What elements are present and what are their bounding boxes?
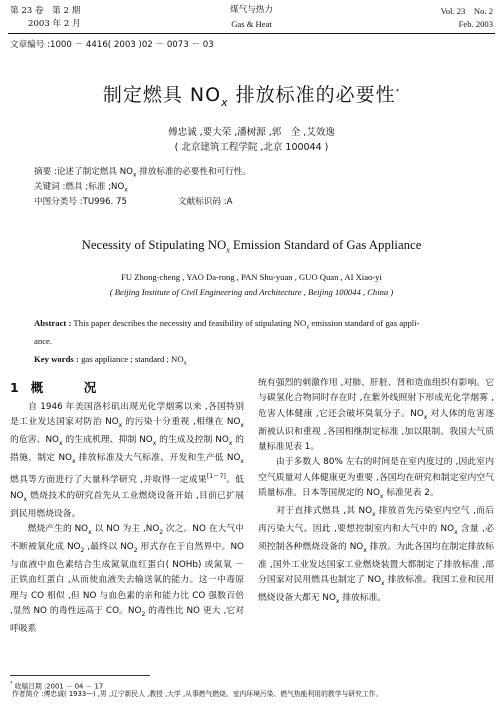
clc-number: 中图分类号 :TU996. 75 (34, 197, 127, 207)
left-sub: 2 (80, 546, 85, 554)
left-sub: x (228, 440, 233, 448)
section-1-heading (10, 378, 110, 396)
section-1-title: 概 况 (30, 380, 111, 395)
keywords-cn-sub: x (124, 186, 128, 194)
section-1-number: 1 (10, 380, 19, 395)
title-sub: x (221, 95, 229, 109)
header-rule (8, 33, 495, 34)
english-keywords-label: Key words : (34, 354, 79, 364)
right-paragraph-2 (258, 455, 494, 504)
header-volume-cn: 第 23 卷 第 2 期 (10, 6, 81, 16)
left-sub: x (71, 458, 76, 466)
right-text: 标准见表 2。 (383, 487, 439, 498)
left-sub: x (152, 440, 157, 448)
footnote-rule (10, 675, 150, 676)
english-affiliation: ( Beijing Institute of Civil Engineering and Architecture , Beijing 100044 , China ) (109, 287, 394, 297)
authors: 傅忠诚 ,要大荣 ,潘树源 ,郭 全 ,艾效逸 (168, 127, 335, 138)
english-keywords-text: gas appliance ; standard ; NO (78, 354, 184, 364)
affiliation: ( 北京建筑工程学院 ,北京 100044 ) (174, 142, 329, 153)
left-text: 的污染十分重视 ,相继在 NO (122, 417, 241, 428)
keywords-cn-label: 关键词 : (34, 182, 66, 192)
right-text: 对人体的危害逐渐被认识和重视 ,各国相继制定标准 ,加以限制。我国大气质量标准见表 1。 (258, 408, 494, 452)
english-title-post: Emission Standard of Gas Appliance (229, 238, 422, 252)
left-text: 燃具等方面进行了大量科学研究 ,并取得一定成果 (10, 475, 207, 486)
abstract-cn-sub: x (132, 171, 137, 179)
left-sub: 2 (141, 610, 146, 618)
right-column (258, 376, 494, 609)
right-sub: x (454, 528, 458, 536)
header-date-en: Feb. 2003 (458, 19, 493, 29)
english-abstract-sub: x (306, 324, 310, 331)
right-sub: x (335, 598, 340, 606)
footnote-bio: 作者简介 :傅忠诚( 1933—) ,男 ,辽宁新民人 ,教授 ,大学 ,从事燃气燃烧、室内环境污染、燃气热能利用的教学与研究工作。 (12, 690, 383, 698)
footnote-mark: * (10, 681, 13, 687)
left-text: ,最终以 NO (84, 542, 134, 553)
right-sub: x (363, 546, 367, 554)
right-paragraph-1 (258, 376, 494, 455)
left-text: 。低 NO (10, 475, 244, 501)
left-paragraph-1 (10, 400, 244, 522)
abstract-cn-text: 论述了制定燃具 NO (56, 167, 133, 177)
right-text: 由于多数人 80% 左右的时间是在室内度过的 ,因此室内空气质量对人体健康更为重要 ,各国均在研究和制定室内空气质量标准。日本等国规定的 NO (258, 457, 494, 498)
article-number: 文章编号 :1000 － 4416( 2003 )02 － 0073 － 03 (10, 40, 214, 50)
left-text: 以 NO 为主 ,NO (91, 524, 160, 534)
english-keywords (34, 353, 484, 371)
right-text: 排放首先污染室内空气 ,而后再污染大气。因此 ,要想控制室内和大气中的 NO (258, 505, 494, 534)
english-title-pre: Necessity of Stipulating NO (81, 238, 227, 252)
left-text: 排放标准及大气标准、开发和生产低 NO (75, 453, 241, 464)
header-journal-cn: 煤气与热力 (230, 5, 273, 15)
left-paragraph-2 (10, 522, 244, 637)
left-text: 的生成及控制 NO (156, 435, 229, 446)
english-abstract-label: Abstract : (34, 318, 72, 328)
right-text: 排放标准。我国工业和民用燃烧设备大都无 NO (258, 575, 494, 604)
english-abstract-text3: ance. (34, 335, 53, 346)
title-post: 排放标准的必要性 (228, 84, 396, 106)
left-text: 的生成机理、抑制 NO (62, 435, 153, 446)
left-sub: 2 (133, 546, 138, 554)
right-sub: x (381, 580, 385, 588)
left-sub: x (240, 458, 244, 466)
right-paragraph-3 (258, 504, 494, 610)
title-mark: * (395, 87, 401, 96)
abstract-cn-label: 摘要 : (34, 167, 57, 177)
right-text: 统有强烈的刺激作用 ,对肺、肝脏、肾和造血组织有影响。它与碳氢化合物同时存在时 ,在紫外线照射下形成光化学烟雾 ,危害人体健康 ,它还会破坏臭氧分子。NO (258, 378, 494, 419)
english-abstract-text2: emission standard of gas appli- (309, 318, 420, 328)
left-column (10, 400, 244, 637)
left-text: 燃烧技术的研究首先从工业燃烧设备开始 ,目前已扩展到民用燃烧设备。 (10, 490, 244, 519)
left-sub: 2 (159, 528, 164, 536)
left-sub: x (240, 422, 244, 430)
left-text: 次之。NO 在大气中不断被氧化成 NO (10, 524, 244, 553)
keywords-cn-text: 燃具 ;标准 ;NO (65, 182, 125, 192)
left-text: 自 1946 年美国洛杉矶出现光化学烟雾以来 ,各国特别是工业发达国家对防治 NO (10, 402, 244, 428)
english-title (0, 238, 503, 255)
document-code: 文献标识码 :A (178, 197, 233, 207)
english-abstract-text1: This paper describes the necessity and feasibility of stipulating NO (71, 318, 307, 328)
right-text: 排放标准。 (339, 593, 387, 604)
english-abstract (34, 317, 484, 348)
header-journal-en: Gas & Heat (231, 19, 272, 29)
title-pre: 制定燃具 NO (102, 84, 222, 106)
footnote-received-text: 收稿日期 :2001 － 04 － 17 (14, 682, 104, 691)
right-text: 含量 ,必须控制各种燃烧设备的 NO (258, 523, 494, 552)
english-title-sub: x (226, 245, 230, 255)
right-sub: x (372, 510, 376, 518)
left-text: 形式存在于自然界中。NO 与血液中血色素结合生成氮氧血红蛋白( NOHb) 或氮氧 － 正铁血红蛋白 ,从而使血液失去输送氧的能力。这一中毒原理与 CO 相似 ,但 NO 与血色素的亲和能力比 CO 强数百倍 ,显然 NO 的毒性远高于 CO。NO (10, 542, 244, 616)
left-sub: x (58, 440, 63, 448)
left-text: 的毒性比 NO 更大 ,它对呼吸系 (10, 605, 244, 635)
right-sub: x (379, 492, 384, 500)
header-date-cn: 2003 年 2 月 (28, 19, 81, 29)
header-volume-en: Vol. 23 No. 2 (440, 6, 493, 16)
citation-ref[interactable]: [1～7] (206, 473, 226, 481)
paper-title (0, 80, 503, 109)
right-text: 对于直排式燃具 ,其 NO (258, 505, 373, 516)
left-sub: x (88, 528, 92, 536)
english-authors: FU Zhong-cheng , YAO Da-rong , PAN Shu-yuan , GUO Quan , AI Xiao-yi (121, 272, 382, 282)
left-text: 的危害、NO (10, 435, 59, 446)
abstract-cn-text2: 排放标准的必要性和可行性。 (136, 167, 251, 177)
left-sub: x (23, 495, 28, 503)
english-keywords-sub: x (183, 360, 187, 367)
left-sub: x (118, 422, 123, 430)
left-text: 燃烧产生的 NO (10, 524, 89, 534)
left-text: 的措施、制定 NO (10, 435, 244, 464)
right-text: 排放。为此各国均在制定排放标准 ,国外工业发达国家工业燃烧装置大都制定了排放标准 ,部分国家对民用燃具也制定了 NO (258, 541, 494, 586)
right-sub: x (423, 413, 428, 421)
